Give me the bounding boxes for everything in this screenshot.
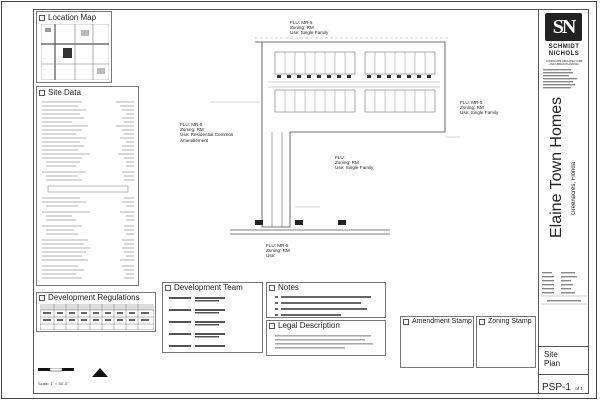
legal-description-text (275, 334, 383, 354)
zoning-stamp-checkbox (479, 319, 485, 325)
location-map-checkbox (39, 15, 45, 21)
regulations-table (40, 304, 154, 330)
scale-label: Scale: 1" = 30'-0" (38, 381, 69, 386)
north-arrow-scale-graphic (38, 368, 118, 380)
amendment-stamp-checkbox (403, 319, 409, 325)
plan-label-east: FLU: MR-5 Zoning: RM Use: Single Family (460, 100, 499, 116)
location-map-title: Location Map (48, 13, 97, 22)
amendment-stamp-title: Amendment Stamp (412, 318, 472, 325)
notes-panel (266, 282, 386, 318)
development-regulations-panel (36, 292, 156, 332)
notes-list (275, 295, 383, 317)
legal-description-checkbox (269, 323, 275, 329)
notes-title: Notes (278, 283, 299, 292)
plan-label-center: FLU: Zoning: RM Use: Single Family (335, 155, 374, 171)
notes-checkbox (269, 285, 275, 291)
location-map-image (41, 24, 109, 80)
site-data-panel (36, 86, 139, 286)
legal-description-title: Legal Description (278, 321, 340, 330)
site-data-checkbox (39, 90, 45, 96)
sheet-name-divider (538, 346, 589, 347)
development-team-panel (162, 282, 263, 353)
location-map-panel (36, 11, 112, 83)
plan-label-south: FLU: MR-5 Zoning: RM Use: (266, 243, 290, 259)
revision-table (541, 270, 587, 310)
firm-contact-info (543, 68, 583, 98)
project-location: Greenacres, Florida (571, 161, 577, 215)
development-regulations-title: Development Regulations (48, 293, 140, 302)
sheet-number-divider (538, 374, 589, 375)
sheet-number-block (542, 377, 583, 395)
site-data-table (42, 100, 136, 282)
site-plan-drawing (160, 12, 530, 274)
development-team-list (169, 295, 259, 351)
zoning-stamp-title: Zoning Stamp (488, 318, 532, 325)
firm-tagline: LANDSCAPE ARCHITECTURE AND URBAN PLANNING (545, 60, 583, 67)
legal-description-panel (266, 320, 386, 356)
development-regulations-checkbox (39, 295, 45, 301)
firm-logo (545, 13, 582, 41)
development-team-title: Development Team (174, 283, 243, 292)
development-team-checkbox (165, 285, 171, 291)
sheet-of-label: of 1 (575, 386, 583, 391)
sheet-name: Site Plan (544, 350, 561, 368)
zoning-stamp-panel (476, 316, 536, 368)
firm-logo-letters: SN (552, 16, 575, 38)
site-data-title: Site Data (48, 88, 81, 97)
amendment-stamp-panel (400, 316, 474, 368)
sheet-number: PSP-1 (542, 382, 571, 393)
plan-label-north: FLU: MR-5 Zoning: RM Use: Single Family (290, 20, 329, 36)
project-title: Elaine Town Homes (548, 96, 565, 238)
firm-name: SCHMIDT NICHOLS (548, 44, 580, 57)
plan-label-west: FLU: MR-5 Zoning: RM Use: Residential Common Amenitiement (180, 122, 234, 143)
